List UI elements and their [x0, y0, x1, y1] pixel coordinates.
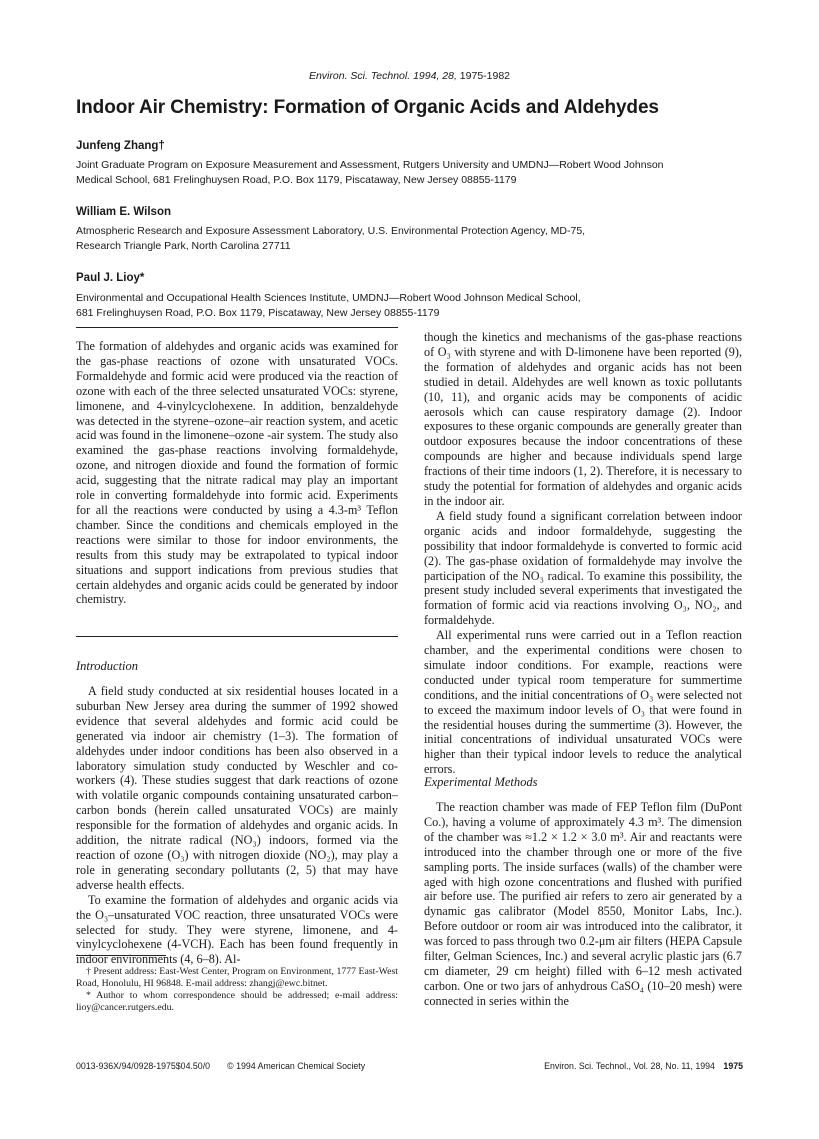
affiliation-line: Joint Graduate Program on Exposure Measurement and Assessment, Rutgers University and UMDNJ—Robert Wood Johnson [76, 159, 664, 171]
footnote-rule [76, 955, 166, 956]
affiliation-line: Environmental and Occupational Health Sciences Institute, UMDNJ—Robert Wood Johnson Medical School, [76, 292, 581, 304]
copyright: © 1994 American Chemical Society [227, 1061, 366, 1071]
abstract-bottom-rule [76, 636, 398, 637]
footnote-present-address: † Present address: East-West Center, Program on Environment, 1777 East-West Road, Honolulu, HI 96848. E-mail address: zhangj@ewc.bitnet. [76, 966, 398, 989]
author-name: Junfeng Zhang† [76, 140, 165, 152]
section-heading-methods: Experimental Methods [424, 775, 538, 789]
paragraph: The reaction chamber was made of FEP Teflon film (DuPont Co.), having a volume of approximately 4.3 m³. The dimension of the chamber was ≈1.2 × 1.2 × 3.0 m³. Air and reactants were introduced into the chamber through one or more of the five sampling ports. The inside surfaces (walls) of the chamber were aged with high ozone concentrations and flushed with purified air before use. The purified air refers to zero air generated by a dynamic gas calibrator (Model 8550, Monitor Labs, Inc.). Before outdoor or room air was introduced into the calibrator, it was forced to pass through two 0.2-μm air filters (HEPA Capsule filter, Gelman Sciences, Inc.) and several acrylic plastic jars (6.7 cm diameter, 29 cm height) filled with 6–12 mesh activated carbon. One or two jars of anhydrous CaSO₄ (10–20 mesh) were connected in series within the [424, 800, 742, 1008]
paragraph: A field study conducted at six residential houses located in a suburban New Jersey area during the summer of 1992 showed evidence that several aldehydes and formic acid could be generated via indoor air chemistry (1–3). The formation of aldehydes under indoor conditions has been also observed in a laboratory simulation study conducted by Weschler and co-workers (4). These studies suggest that dark reactions of ozone with volatile organic compounds containing unsaturated carbon–carbon bonds (herein called unsaturated VOCs) are mainly responsible for the formation of aldehydes and organic acids. In addition, the nitrate radical (NO₃) indoors, formed via the reaction of ozone (O₃) with nitrogen dioxide (NO₂), may play a role in generating secondary pollutants (2, 5) that may have adverse health effects. [76, 684, 398, 892]
section-heading-introduction: Introduction [76, 659, 139, 673]
author-affiliation [76, 224, 766, 254]
author-affiliation [76, 158, 766, 188]
affiliation-line: 681 Frelinghuysen Road, P.O. Box 1179, Piscataway, New Jersey 08855-1179 [76, 307, 440, 319]
footnotes [76, 966, 398, 1014]
abstract-text: The formation of aldehydes and organic acids was examined for the gas-phase reactions of ozone with unsaturated VOCs. Formaldehyde and formic acid were produced via the reaction of ozone with each of the three selected unsaturated VOCs: styrene, limonene, and 4-vinylcyclohexene. In addition, benzaldehyde was detected in the styrene–ozone–air reaction system, and acetic acid was found in the limonene–ozone -air system. The study also examined the gas-phase reactions involving formaldehyde, ozone, and nitrogen dioxide and found the formation of formic acid, suggesting that the nitrate radical may play an important role in converting formaldehyde into formic acid. Experiments for all the reactions were conducted by using a 4.3-m³ Teflon chamber. Since the conditions and chemicals employed in the reactions were similar to those for indoor environments, the results from this study may be extrapolated to typical indoor situations and support indications from previous studies that certain aldehydes and organic acids could be generated by indoor chemistry. [76, 339, 398, 607]
right-column-body [424, 330, 742, 777]
paragraph: A field study found a significant correlation between indoor organic acids and indoor formaldehyde, suggesting the possibility that indoor formaldehyde is converted to formic acid (2). The gas-phase oxidation of formaldehyde may involve the participation of the NO₃ radical. To examine this possibility, the present study included several experiments that investigated the formation of formic acid via reactions involving O₃, NO₂, and formaldehyde. [424, 508, 742, 628]
author-affiliation [76, 291, 766, 321]
journal-name: Environ. Sci. Technol. [308, 70, 411, 82]
journal-year: 1994, [413, 70, 440, 82]
abstract [76, 339, 398, 607]
paragraph: To examine the formation of aldehydes and organic acids via the O₃–unsaturated VOC reaction, three unsaturated VOCs were selected for study. They were styrene, limonene, and 4-vinylcyclohexene (4-VCH). Each has been found frequently in indoor environments (4, 6–8). Al- [76, 892, 398, 967]
footer-left [76, 1061, 365, 1071]
article-code: 0013-936X/94/0928-1975$04.50/0 [76, 1061, 211, 1071]
affiliation-line: Medical School, 681 Frelinghuysen Road, P.O. Box 1179, Piscataway, New Jersey 08855-1179 [76, 174, 517, 186]
paragraph: though the kinetics and mechanisms of the gas-phase reactions of O₃ with styrene and with D-limonene have been reported (9), the formation of aldehydes and organic acids has not been studied in detail. Aldehydes are well known as toxic pollutants (10, 11), and organic acids may be components of acidic aerosols which can cause respiratory damage (2). Indoor exposures to these organic compounds are generally greater than outdoor exposures because the indoor concentrations of these compounds are higher and because individuals spend large fractions of their time indoors (1, 2). Therefore, it is necessary to study the potential for formation of aldehydes and organic acids in the indoor air. [424, 330, 742, 508]
affiliation-line: Research Triangle Park, North Carolina 27711 [76, 240, 291, 252]
journal-volume: 28, [442, 70, 457, 82]
author-name: Paul J. Lioy* [76, 272, 145, 284]
journal-header [0, 70, 819, 82]
page-number: 1975 [723, 1061, 743, 1071]
author-name: William E. Wilson [76, 206, 171, 218]
affiliation-line: Atmospheric Research and Exposure Assessment Laboratory, U.S. Environmental Protection Agency, MD-75, [76, 225, 586, 237]
journal-pages: 1975-1982 [459, 70, 511, 82]
article-title: Indoor Air Chemistry: Formation of Organic Acids and Aldehydes [76, 97, 659, 118]
abstract-top-rule [76, 327, 398, 328]
footer-right [544, 1061, 743, 1071]
footer-citation: Environ. Sci. Technol., Vol. 28, No. 11, 1994 [544, 1061, 715, 1071]
introduction-body [76, 684, 398, 967]
methods-body [424, 800, 742, 1009]
paragraph: All experimental runs were carried out in a Teflon reaction chamber, and the experimental conditions were chosen to simulate indoor conditions. For example, reactions were conducted under typical room temperature for summertime conditions, and the initial concentrations of O₃ were selected not to exceed the maximum indoor levels of O₃ that were found in the residential houses during the summertime (3). However, the initial concentrations of individual unsaturated VOCs were higher than their typical indoor levels to reduce the analytical errors. [424, 628, 742, 777]
footnote-correspondence: * Author to whom correspondence should be addressed; e-mail address: lioy@cancer.rutgers.edu. [76, 990, 398, 1013]
